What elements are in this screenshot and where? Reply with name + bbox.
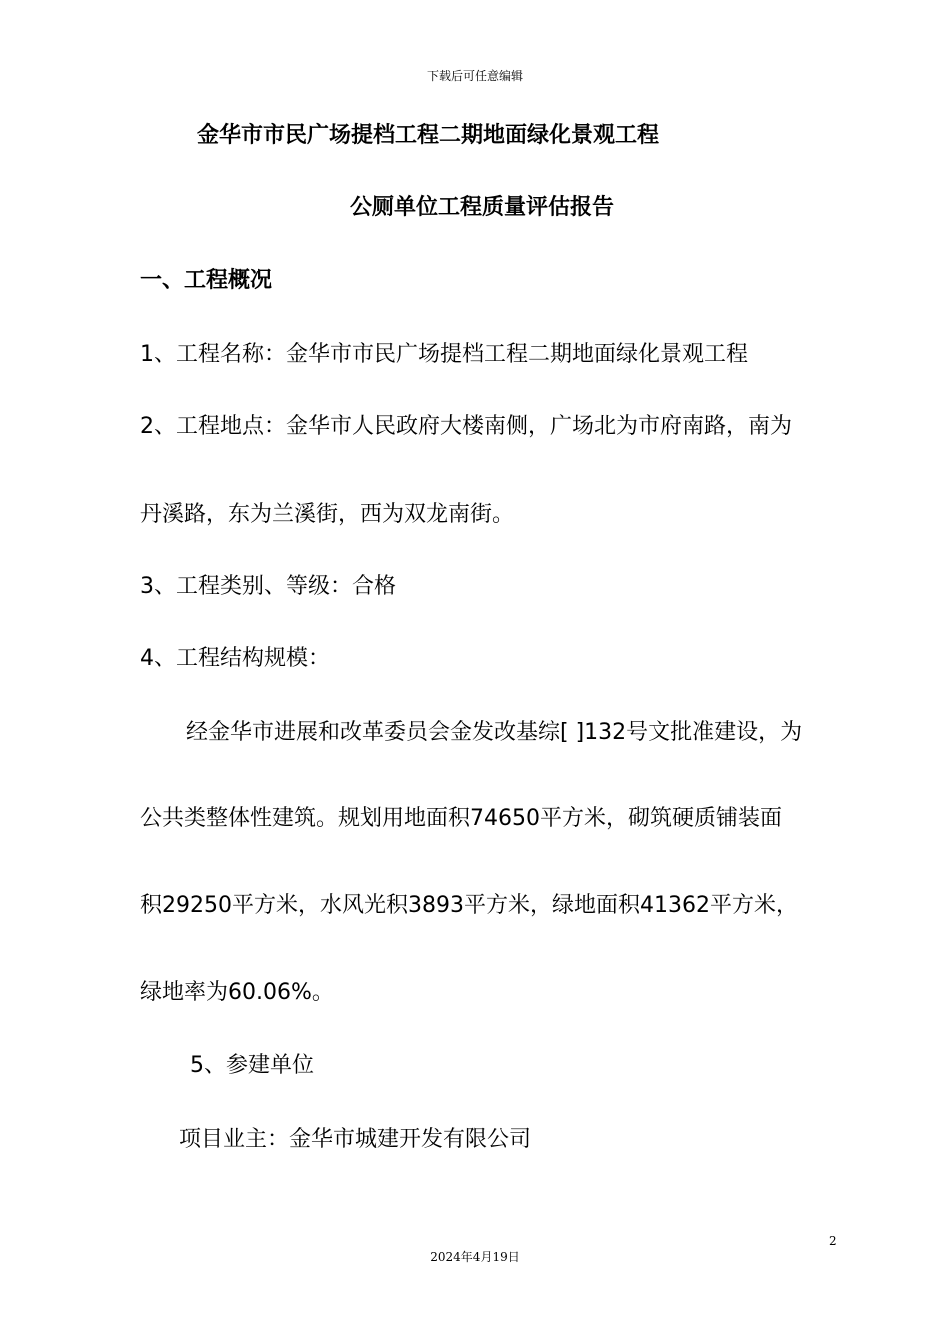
paragraph-scale-detail-3: 积29250平方米，水风光积3893平方米，绿地面积41362平方米， xyxy=(140,893,798,918)
paragraph-project-location: 2、工程地点：金华市人民政府大楼南侧，广场北为市府南路，南为 xyxy=(140,414,792,439)
header-note: 下载后可任意编辑 xyxy=(426,69,523,83)
footer-date: 2024年4月19日 xyxy=(430,1250,520,1264)
paragraph-project-location-cont: 丹溪路，东为兰溪街，西为双龙南街。 xyxy=(140,502,515,527)
page-number: 2 xyxy=(829,1234,837,1248)
paragraph-project-name: 1、工程名称：金华市市民广场提档工程二期地面绿化景观工程 xyxy=(140,342,748,367)
paragraph-project-category: 3、工程类别、等级：合格 xyxy=(140,574,396,599)
paragraph-project-owner: 项目业主：金华市城建开发有限公司 xyxy=(179,1127,532,1152)
document-title-line-2: 公厕单位工程质量评估报告 xyxy=(350,195,615,220)
paragraph-participants: 5、参建单位 xyxy=(190,1053,314,1078)
paragraph-scale-detail-1: 经金华市进展和改革委员会金发改基综[ ]132号文批准建设，为 xyxy=(186,720,803,745)
document-title-line-1: 金华市市民广场提档工程二期地面绿化景观工程 xyxy=(197,123,660,148)
section-heading: 一、工程概况 xyxy=(140,268,273,293)
paragraph-scale-detail-2: 公共类整体性建筑。规划用地面积74650平方米，砌筑硬质铺装面 xyxy=(140,806,782,831)
paragraph-project-scale: 4、工程结构规模： xyxy=(140,646,330,671)
paragraph-scale-detail-4: 绿地率为60.06%。 xyxy=(140,980,334,1005)
